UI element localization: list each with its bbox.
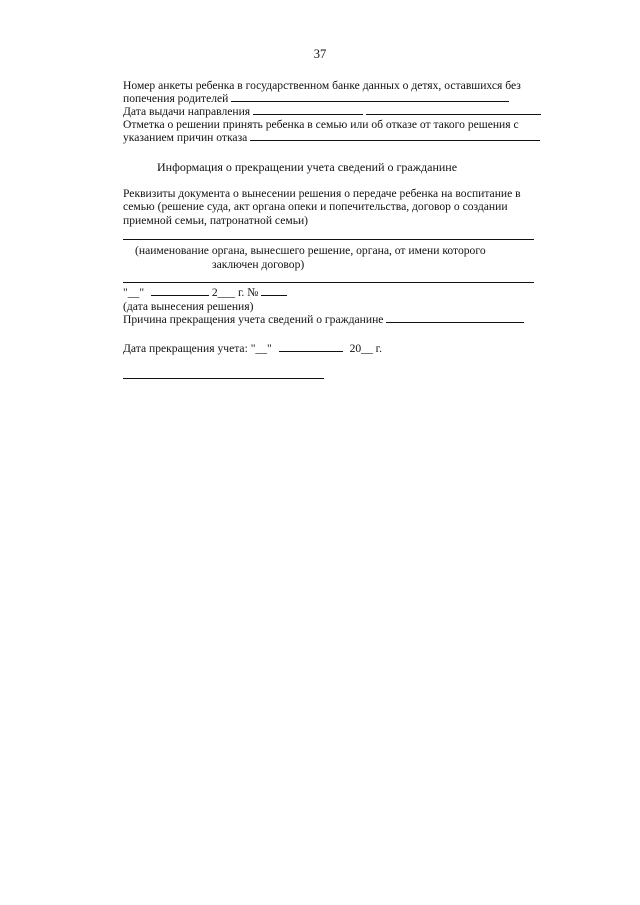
decision-mark-line-1: Отметка о решении принять ребенка в семью или об отказе от такого решения с [123,118,519,131]
requisites-entry-field[interactable] [123,239,534,240]
organ-caption-line-2: заключен договор) [212,258,305,271]
termination-reason-label: Причина прекращения учета сведений о гражданине [123,313,384,326]
decision-mark-label: указанием причин отказа [123,131,248,144]
referral-date-field[interactable] [253,105,363,115]
refusal-reason-field[interactable] [250,131,540,141]
decision-date-month-field[interactable] [151,286,209,296]
referral-date-field-extra[interactable] [366,105,541,115]
organ-caption-line-1: (наименование органа, вынесшего решение, органа, от имени которого [135,244,486,257]
decision-date-year: 2___ г. № [211,286,259,299]
questionnaire-number-label: попечения родителей [123,92,229,105]
section-heading: Информация о прекращении учета сведений о гражданине [157,160,458,174]
signature-field[interactable] [123,378,324,379]
decision-number-field[interactable] [261,286,287,296]
termination-date-label: Дата прекращения учета: "__" [123,342,272,355]
questionnaire-number-line-1: Номер анкеты ребенка в государственном банке данных о детях, оставшихся без [123,79,521,92]
requisites-line-3: приемной семьи, патронатной семьи) [123,214,309,227]
termination-date-line [123,342,382,355]
requisites-line-1: Реквизиты документа о вынесении решения о передаче ребенка на воспитание в [123,187,521,200]
termination-reason-line [123,313,524,326]
organ-entry-field[interactable] [123,282,534,283]
decision-date-caption: (дата вынесения решения) [123,300,254,313]
termination-date-month-field[interactable] [279,342,343,352]
termination-reason-field[interactable] [386,313,524,323]
questionnaire-number-line-2 [123,92,509,105]
decision-date-day: "__" [123,286,145,299]
page-number: 37 [313,47,327,61]
referral-date-line [123,105,541,118]
referral-date-label: Дата выдачи направления [123,105,251,118]
decision-mark-line-2 [123,131,540,144]
termination-date-year: 20__ г. [349,342,382,355]
requisites-line-2: семью (решение суда, акт органа опеки и попечительства, договор о создании [123,200,508,213]
decision-date-line [123,286,287,299]
questionnaire-number-field[interactable] [231,92,509,102]
